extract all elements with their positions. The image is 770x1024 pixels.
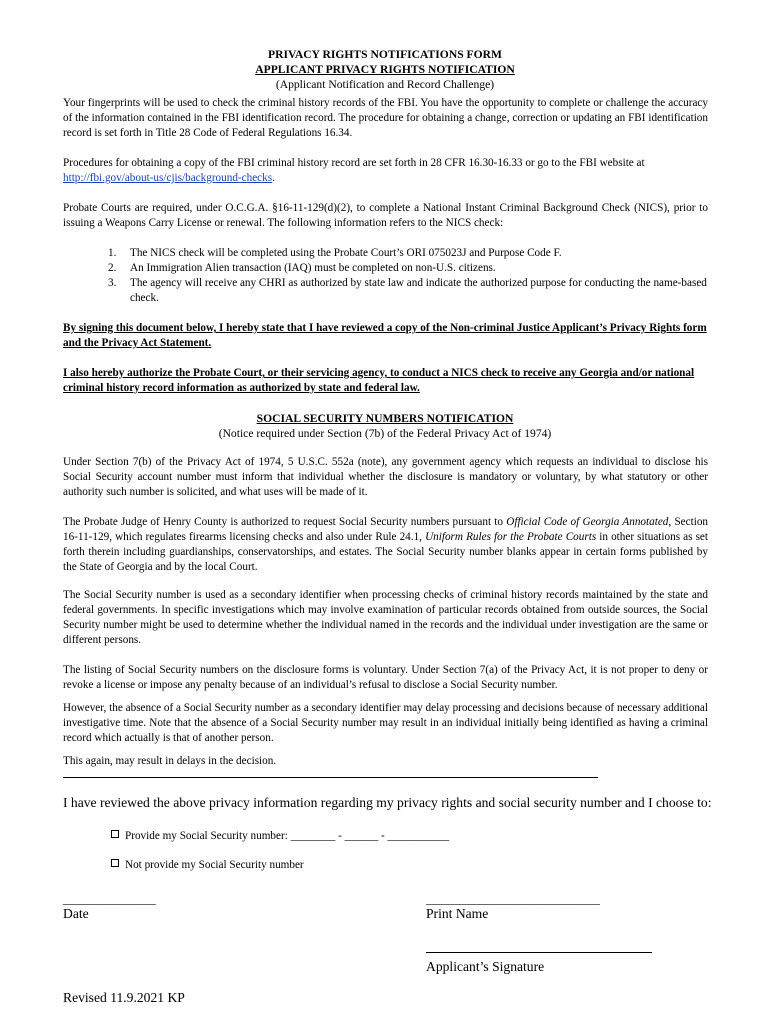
fbi-website-link[interactable]: http://fbi.gov/about-us/cjis/background-checks — [63, 172, 273, 184]
section-subtitle: (Applicant Notification and Record Challenge) — [275, 78, 495, 91]
ssn-delay-paragraph: This again, may result in delays in the decision. — [63, 755, 277, 767]
list-item: 3. The agency will receive any CHRI as authorized by state law and indicate the authorized purpose for conducting the name-based check. — [108, 277, 707, 304]
choice-prompt: I have reviewed the above privacy information regarding my privacy rights and social security number and I choose to: — [63, 795, 712, 810]
provide-ssn-option[interactable]: Provide my Social Security number: ________ - ______ - ___________ — [111, 829, 449, 843]
ssn-usage-paragraph: The Social Security number is used as a secondary identifier when processing checks of criminal history records maintained by the state and federal governments. In specific investigations which may involve examination of particular records obtained from outside sources, the Social Security number might be used to determine whether the individual named in the records and the individual under investigation are the same or different persons. — [63, 589, 708, 646]
provide-ssn-checkbox[interactable] — [111, 830, 119, 838]
ssn-privacy-act-paragraph: Under Section 7(b) of the Privacy Act of 1974, 5 U.S.C. 552a (note), any government agency which requests an individual to disclose his Social Security account number must inform that individual whether the disclosure is mandatory or voluntary, by what statutory or other authority such number is solicited, and what uses will be made of it. — [63, 456, 708, 498]
not-provide-ssn-option[interactable]: Not provide my Social Security number — [111, 858, 304, 872]
review-statement: By signing this document below, I hereby state that I have reviewed a copy of the Non-criminal Justice Applicant’s Privacy Rights form and the Privacy Act Statement. — [63, 322, 707, 349]
ssn-absence-paragraph: However, the absence of a Social Security number as a secondary identifier may delay processing and decisions because of necessary additional investigative time. Note that the absence of a Social Security number may result in an individual initially being identified as having a criminal record which actually is that of another person. — [63, 702, 708, 744]
form-title: PRIVACY RIGHTS NOTIFICATIONS FORM — [268, 48, 502, 61]
ssn-voluntary-paragraph: The listing of Social Security numbers on the disclosure forms is voluntary. Under Section 7(a) of the Privacy Act, it is not proper to deny or revoke a license or impose any penalty because of an individual’s refusal to disclose a Social Security number. — [63, 664, 708, 691]
section-divider — [63, 777, 598, 778]
probate-nics-paragraph: Probate Courts are required, under O.C.G.A. §16-11-129(d)(2), to complete a National Instant Criminal Background Check (NICS), prior to issuing a Weapons Carry License or renewal. The following information refers to the NICS check: — [63, 202, 708, 229]
print-name-field[interactable]: ______________________________ — [426, 893, 600, 906]
signature-line[interactable] — [426, 952, 652, 953]
list-item: 1. The NICS check will be completed using the Probate Court’s ORI 075023J and Purpose Code F. — [108, 247, 562, 259]
section-title-privacy-rights: APPLICANT PRIVACY RIGHTS NOTIFICATION — [255, 63, 515, 76]
authorization-statement: I also hereby authorize the Probate Court, or their servicing agency, to conduct a NICS check to receive any Georgia and/or national criminal history record information as authorized by state and federal law. — [63, 367, 695, 394]
applicant-signature-label: Applicant’s Signature — [426, 959, 545, 974]
date-label: Date — [63, 906, 89, 921]
print-name-label: Print Name — [426, 906, 489, 921]
nics-list — [108, 246, 708, 306]
date-field[interactable]: ________________ — [63, 893, 156, 906]
ssn-section-subtitle: (Notice required under Section (7b) of the Federal Privacy Act of 1974) — [218, 427, 552, 440]
fbi-record-paragraph: Procedures for obtaining a copy of the FBI criminal history record are set forth in 28 CFR 16.30-16.33 or go to the FBI website at http://fbi.gov/about-us/cjis/background-checks. — [63, 157, 645, 184]
revision-note: Revised 11.9.2021 KP — [63, 990, 185, 1005]
list-item: 2. An Immigration Alien transaction (IAQ) must be completed on non-U.S. citizens. — [108, 262, 496, 274]
not-provide-ssn-checkbox[interactable] — [111, 859, 119, 867]
fingerprint-paragraph: Your fingerprints will be used to check the criminal history records of the FBI. You have the opportunity to complete or challenge the accuracy of the information contained in the FBI identification record. The procedure for obtaining a change, correction or updating an FBI identification record is set forth in Title 28 Code of Federal Regulations 16.34. — [63, 97, 708, 139]
ssn-authority-paragraph: The Probate Judge of Henry County is authorized to request Social Security numbers pursuant to Official Code of Georgia Annotated, Section 16-11-129, which regulates firearms licensing checks and also under Rule 24.1, Uniform Rules for the Probate Courts in other situations as set forth therein including guardianships, conservatorships, and estates. The Social Security number blanks appear in certain forms published by the State of Georgia and by the local Court. — [63, 516, 709, 573]
ssn-section-title: SOCIAL SECURITY NUMBERS NOTIFICATION — [256, 412, 514, 425]
